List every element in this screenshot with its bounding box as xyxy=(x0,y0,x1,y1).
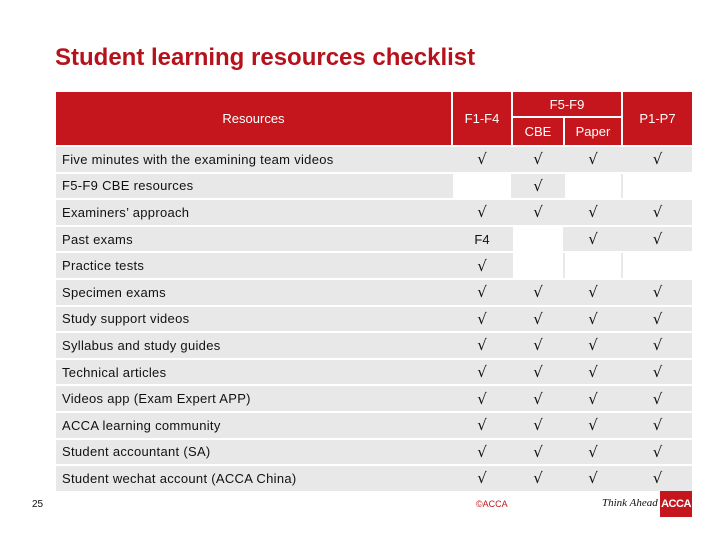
check-icon: √ xyxy=(652,389,663,408)
page-title: Student learning resources checklist xyxy=(55,44,476,71)
check-icon: √ xyxy=(652,150,663,169)
row-label: Syllabus and study guides xyxy=(62,337,221,353)
check-icon: √ xyxy=(477,363,487,382)
check-icon: √ xyxy=(652,442,663,461)
row-label: Study support videos xyxy=(62,311,190,327)
empty-cell xyxy=(453,174,511,199)
check-icon: √ xyxy=(588,309,598,328)
check-icon: √ xyxy=(533,309,543,328)
row-label: Five minutes with the examining team videos xyxy=(62,151,334,167)
row-label: Examiners’ approach xyxy=(62,204,190,220)
check-icon: √ xyxy=(477,416,487,435)
check-icon: √ xyxy=(533,283,543,302)
check-icon: √ xyxy=(477,283,487,302)
header-p1p7-label: P1-P7 xyxy=(639,111,676,126)
row-label: Technical articles xyxy=(62,364,167,380)
row-label: ACCA learning community xyxy=(62,417,221,433)
empty-cell xyxy=(513,253,563,278)
header-cbe xyxy=(513,118,563,145)
check-icon: √ xyxy=(533,389,543,408)
check-icon: √ xyxy=(652,230,663,249)
check-icon: √ xyxy=(533,150,543,169)
check-icon: √ xyxy=(533,442,543,461)
row-label: Student wechat account (ACCA China) xyxy=(62,470,297,486)
check-icon: √ xyxy=(477,469,487,488)
header-p1p7 xyxy=(623,92,692,145)
check-icon: √ xyxy=(477,442,487,461)
header-resources xyxy=(56,92,451,145)
header-resources-label: Resources xyxy=(222,111,285,126)
check-icon: √ xyxy=(477,336,487,355)
page-number: 25 xyxy=(32,499,44,510)
check-icon: √ xyxy=(652,309,663,328)
checklist-table xyxy=(56,92,692,494)
check-icon: √ xyxy=(533,363,543,382)
check-icon: √ xyxy=(588,389,598,408)
check-icon: √ xyxy=(652,203,663,222)
copyright-text: ©ACCA xyxy=(476,499,508,509)
check-icon: √ xyxy=(477,150,487,169)
row-label: Student accountant (SA) xyxy=(62,444,211,460)
check-icon: √ xyxy=(652,416,663,435)
check-icon: √ xyxy=(588,283,598,302)
check-icon: √ xyxy=(477,256,487,275)
check-icon: √ xyxy=(533,416,543,435)
check-icon: √ xyxy=(588,336,598,355)
empty-cell xyxy=(565,174,621,199)
tagline-text: Think Ahead xyxy=(602,497,658,509)
row-label: Specimen exams xyxy=(62,284,166,300)
row-label: Practice tests xyxy=(62,258,145,274)
check-icon: √ xyxy=(652,336,663,355)
check-icon: √ xyxy=(477,203,487,222)
check-icon: √ xyxy=(533,203,543,222)
check-icon: √ xyxy=(588,469,598,488)
empty-cell xyxy=(623,174,692,199)
check-icon: √ xyxy=(652,363,663,382)
header-cbe-label: CBE xyxy=(524,124,552,139)
empty-cell xyxy=(623,253,692,278)
check-icon: √ xyxy=(588,442,598,461)
cell-value: F4 xyxy=(474,231,490,247)
empty-cell xyxy=(513,227,563,252)
check-icon: √ xyxy=(533,469,543,488)
row-label: Videos app (Exam Expert APP) xyxy=(62,391,251,407)
check-icon: √ xyxy=(477,389,487,408)
check-icon: √ xyxy=(477,309,487,328)
header-f1f4-label: F1-F4 xyxy=(464,111,500,126)
check-icon: √ xyxy=(652,283,663,302)
header-f1f4 xyxy=(453,92,511,145)
check-icon: √ xyxy=(588,150,598,169)
header-f5f9-label: F5-F9 xyxy=(549,96,585,112)
empty-cell xyxy=(565,253,621,278)
check-icon: √ xyxy=(533,336,543,355)
check-icon: √ xyxy=(533,176,543,195)
check-icon: √ xyxy=(588,203,598,222)
check-icon: √ xyxy=(588,363,598,382)
row-label: Past exams xyxy=(62,231,133,247)
acca-logo: ACCA xyxy=(660,491,692,517)
header-paper xyxy=(565,118,621,145)
check-icon: √ xyxy=(588,230,598,249)
header-f5f9 xyxy=(513,92,621,116)
check-icon: √ xyxy=(652,469,663,488)
row-label: F5-F9 CBE resources xyxy=(62,178,194,194)
header-paper-label: Paper xyxy=(575,124,611,139)
check-icon: √ xyxy=(588,416,598,435)
